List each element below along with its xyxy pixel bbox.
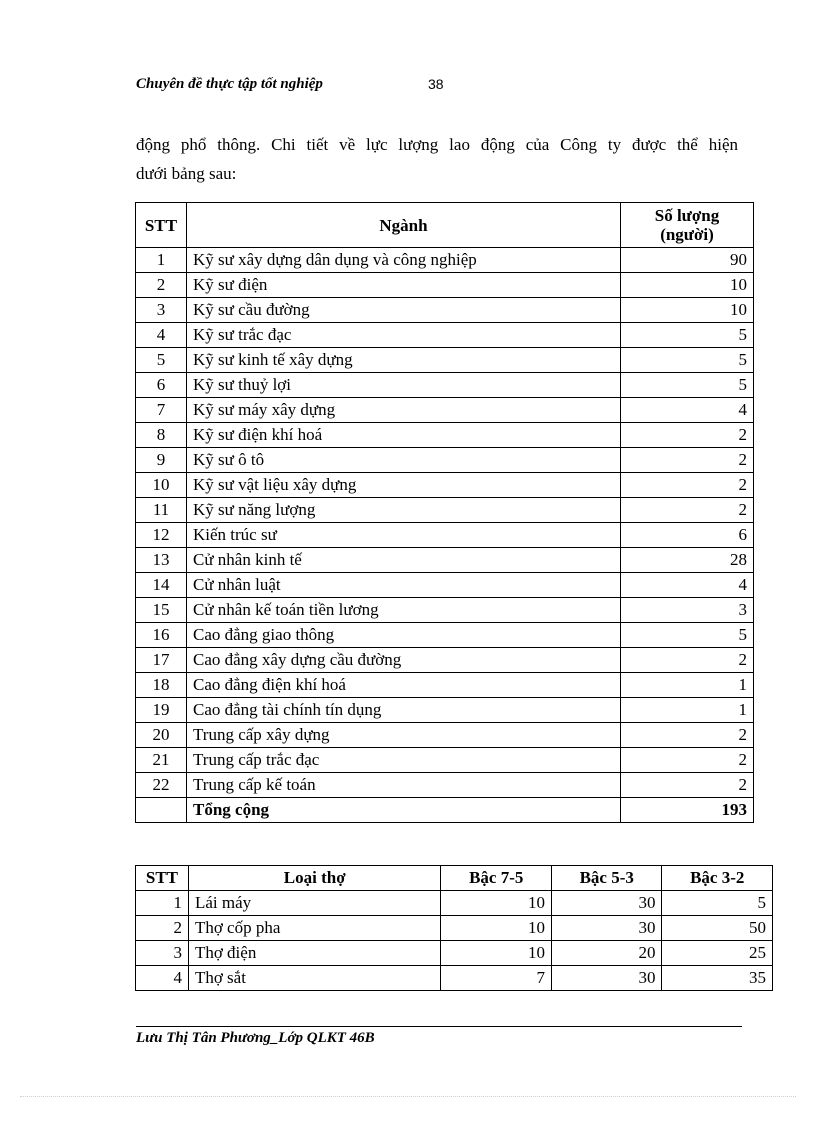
table-row [136, 373, 754, 398]
workforce-by-field-table [135, 202, 754, 823]
table-header-row [136, 866, 773, 891]
stt-cell: 5 [136, 348, 187, 373]
table-row [136, 473, 754, 498]
count-cell: 2 [621, 723, 754, 748]
grade-3-2-cell: 25 [662, 941, 773, 966]
header-bac-7-5: Bậc 7-5 [441, 866, 552, 891]
footer-author: Lưu Thị Tân Phương_Lớp QLKT 46B [136, 1030, 375, 1046]
table-row [136, 673, 754, 698]
table-row [136, 348, 754, 373]
stt-cell: 21 [136, 748, 187, 773]
header-bac-3-2: Bậc 3-2 [662, 866, 773, 891]
worker-type-cell: Lái máy [188, 891, 441, 916]
header-so-luong: Số lượng (người) [621, 203, 754, 248]
count-cell: 4 [621, 398, 754, 423]
stt-cell: 1 [136, 248, 187, 273]
count-cell: 2 [621, 648, 754, 673]
grade-5-3-cell: 30 [551, 891, 662, 916]
table-row [136, 891, 773, 916]
document-title: Chuyên đề thực tập tốt nghiệp [136, 76, 323, 92]
table-row [136, 648, 754, 673]
grade-3-2-cell: 35 [662, 966, 773, 991]
table-row [136, 698, 754, 723]
page-header [136, 76, 736, 98]
grade-7-5-cell: 10 [441, 916, 552, 941]
field-cell: Kỹ sư thuỷ lợi [187, 373, 621, 398]
table-row [136, 748, 754, 773]
stt-cell: 4 [136, 323, 187, 348]
count-cell: 2 [621, 773, 754, 798]
count-cell: 4 [621, 573, 754, 598]
page-bottom-border [20, 1096, 796, 1097]
table-row [136, 773, 754, 798]
count-cell: 2 [621, 498, 754, 523]
total-value: 193 [621, 798, 754, 823]
grade-7-5-cell: 10 [441, 941, 552, 966]
stt-cell: 13 [136, 548, 187, 573]
count-cell: 90 [621, 248, 754, 273]
count-cell: 1 [621, 698, 754, 723]
field-cell: Kỹ sư trắc đạc [187, 323, 621, 348]
field-cell: Kỹ sư kinh tế xây dựng [187, 348, 621, 373]
total-stt-cell [136, 798, 187, 823]
grade-5-3-cell: 30 [551, 916, 662, 941]
table-row [136, 573, 754, 598]
table-row [136, 548, 754, 573]
field-cell: Cao đẳng điện khí hoá [187, 673, 621, 698]
grade-3-2-cell: 5 [662, 891, 773, 916]
field-cell: Trung cấp xây dựng [187, 723, 621, 748]
field-cell: Kỹ sư máy xây dựng [187, 398, 621, 423]
grade-5-3-cell: 30 [551, 966, 662, 991]
field-cell: Kỹ sư vật liệu xây dựng [187, 473, 621, 498]
count-cell: 1 [621, 673, 754, 698]
count-cell: 5 [621, 323, 754, 348]
worker-type-cell: Thợ cốp pha [188, 916, 441, 941]
worker-type-cell: Thợ điện [188, 941, 441, 966]
table-row [136, 423, 754, 448]
header-stt: STT [136, 203, 187, 248]
table-row [136, 916, 773, 941]
grade-3-2-cell: 50 [662, 916, 773, 941]
count-cell: 10 [621, 298, 754, 323]
field-cell: Cử nhân kế toán tiền lương [187, 598, 621, 623]
table-row [136, 498, 754, 523]
stt-cell: 7 [136, 398, 187, 423]
table-row [136, 248, 754, 273]
intro-paragraph [136, 130, 738, 188]
stt-cell: 1 [136, 891, 189, 916]
header-stt: STT [136, 866, 189, 891]
stt-cell: 11 [136, 498, 187, 523]
count-cell: 2 [621, 748, 754, 773]
paragraph-line-1: động phổ thông. Chi tiết về lực lượng lao động của Công ty được thể hiện [136, 135, 738, 154]
field-cell: Kỹ sư cầu đường [187, 298, 621, 323]
table-header-row [136, 203, 754, 248]
count-cell: 28 [621, 548, 754, 573]
stt-cell: 3 [136, 298, 187, 323]
stt-cell: 9 [136, 448, 187, 473]
worker-grade-table [135, 865, 773, 991]
field-cell: Kiến trúc sư [187, 523, 621, 548]
count-cell: 2 [621, 423, 754, 448]
field-cell: Cử nhân kinh tế [187, 548, 621, 573]
table-row [136, 966, 773, 991]
count-cell: 6 [621, 523, 754, 548]
field-cell: Cử nhân luật [187, 573, 621, 598]
count-cell: 5 [621, 348, 754, 373]
table-row [136, 723, 754, 748]
stt-cell: 6 [136, 373, 187, 398]
total-label: Tổng cộng [187, 798, 621, 823]
stt-cell: 19 [136, 698, 187, 723]
stt-cell: 14 [136, 573, 187, 598]
table-row [136, 323, 754, 348]
count-cell: 3 [621, 598, 754, 623]
total-row [136, 798, 754, 823]
count-cell: 5 [621, 373, 754, 398]
stt-cell: 2 [136, 916, 189, 941]
stt-cell: 3 [136, 941, 189, 966]
table-row [136, 523, 754, 548]
header-nganh: Ngành [187, 203, 621, 248]
table-row [136, 273, 754, 298]
stt-cell: 2 [136, 273, 187, 298]
table-row [136, 448, 754, 473]
stt-cell: 15 [136, 598, 187, 623]
table-row [136, 623, 754, 648]
page-number: 38 [428, 76, 444, 92]
field-cell: Cao đẳng xây dựng cầu đường [187, 648, 621, 673]
stt-cell: 4 [136, 966, 189, 991]
stt-cell: 18 [136, 673, 187, 698]
count-cell: 5 [621, 623, 754, 648]
field-cell: Kỹ sư năng lượng [187, 498, 621, 523]
field-cell: Trung cấp trắc đạc [187, 748, 621, 773]
footer-divider [136, 1026, 742, 1027]
table-row [136, 398, 754, 423]
field-cell: Kỹ sư xây dựng dân dụng và công nghiệp [187, 248, 621, 273]
grade-5-3-cell: 20 [551, 941, 662, 966]
paragraph-line-2: dưới bảng sau: [136, 164, 237, 183]
field-cell: Kỹ sư điện [187, 273, 621, 298]
count-cell: 2 [621, 473, 754, 498]
worker-type-cell: Thợ sắt [188, 966, 441, 991]
field-cell: Kỹ sư điện khí hoá [187, 423, 621, 448]
grade-7-5-cell: 7 [441, 966, 552, 991]
stt-cell: 22 [136, 773, 187, 798]
stt-cell: 8 [136, 423, 187, 448]
field-cell: Cao đẳng giao thông [187, 623, 621, 648]
stt-cell: 10 [136, 473, 187, 498]
stt-cell: 20 [136, 723, 187, 748]
header-loai-tho: Loại thợ [188, 866, 441, 891]
stt-cell: 16 [136, 623, 187, 648]
field-cell: Kỹ sư ô tô [187, 448, 621, 473]
table-row [136, 941, 773, 966]
field-cell: Cao đẳng tài chính tín dụng [187, 698, 621, 723]
table-row [136, 598, 754, 623]
stt-cell: 17 [136, 648, 187, 673]
table-row [136, 298, 754, 323]
grade-7-5-cell: 10 [441, 891, 552, 916]
count-cell: 10 [621, 273, 754, 298]
header-bac-5-3: Bậc 5-3 [551, 866, 662, 891]
count-cell: 2 [621, 448, 754, 473]
field-cell: Trung cấp kế toán [187, 773, 621, 798]
stt-cell: 12 [136, 523, 187, 548]
